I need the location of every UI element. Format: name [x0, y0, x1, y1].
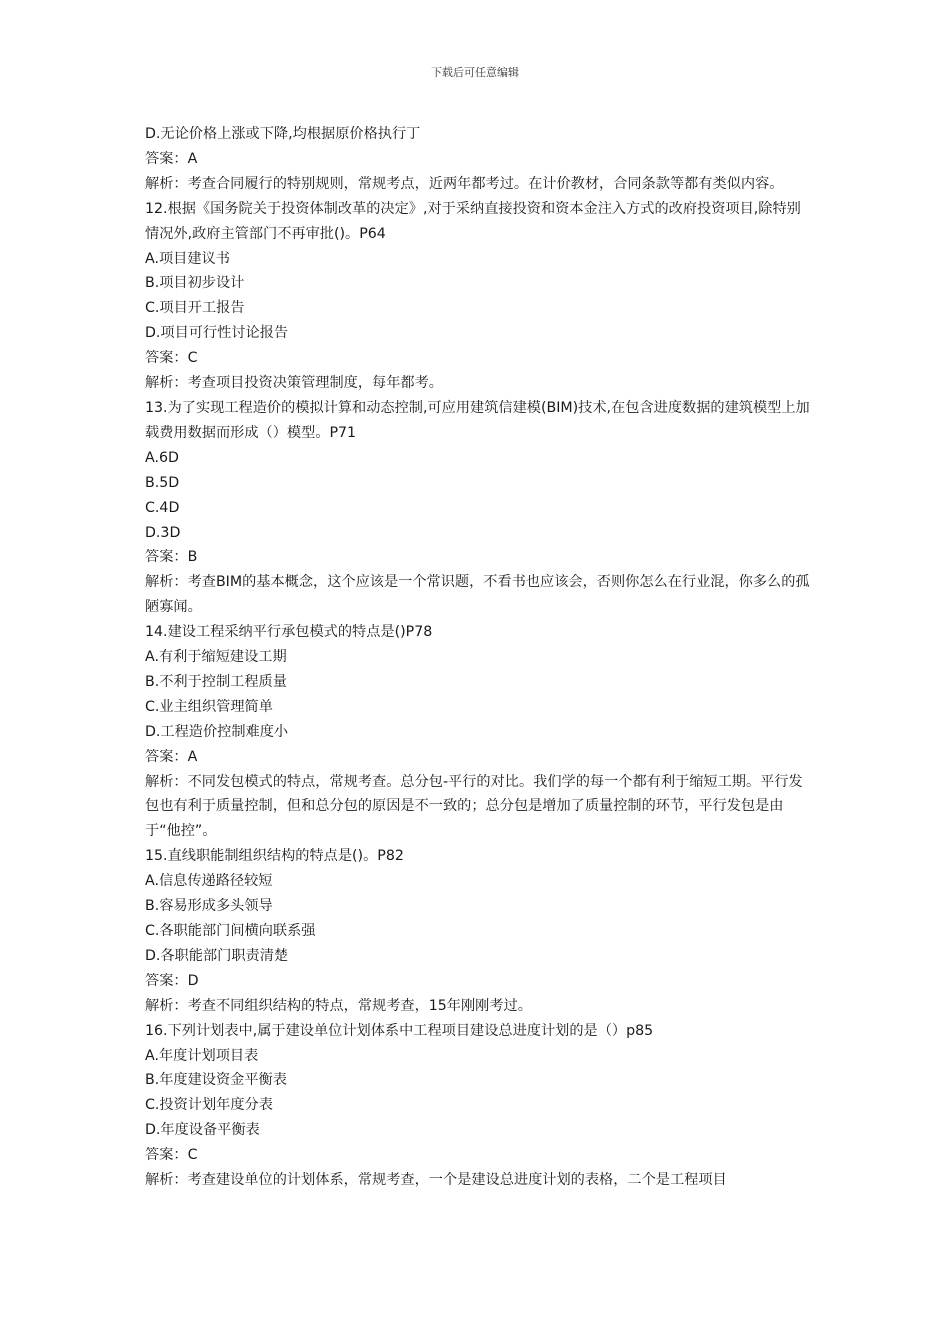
text-line: 解析：考查建设单位的计划体系，常规考查，一个是建设总进度计划的表格，二个是工程项目 [145, 1172, 727, 1189]
text-line: A.信息传递路径较短 [145, 873, 273, 890]
text-line: A.有利于缩短建设工期 [145, 649, 287, 666]
text-line: 13.为了实现工程造价的模拟计算和动态控制,可应用建筑信建模(BIM)技术,在包含进度数据的建筑模型上加载费用数据而形成（）模型。P71 [145, 399, 810, 441]
text-line: B.5D [145, 474, 180, 491]
text-line: 解析：考查BIM的基本概念，这个应该是一个常识题，不看书也应该会，否则你怎么在行业混，你多么的孤陋寡闻。 [145, 574, 810, 616]
text-line: 答案：A [145, 748, 198, 765]
text-line: 答案：C [145, 1147, 198, 1164]
text-line: 答案：B [145, 549, 198, 566]
text-line: 答案：D [145, 972, 199, 989]
text-line: B.不利于控制工程质量 [145, 673, 287, 690]
text-line: D.各职能部门职责清楚 [145, 947, 289, 964]
text-line: 解析：考查合同履行的特别规则，常规考点，近两年都考过。在计价教材，合同条款等都有类似内容。 [145, 175, 784, 192]
text-line: 14.建设工程采纳平行承包模式的特点是()P78 [145, 624, 433, 641]
text-line: C.项目开工报告 [145, 300, 245, 317]
page-content [145, 122, 815, 1193]
text-line: 解析：不同发包模式的特点，常规考查。总分包-平行的对比。我们学的每一个都有利于缩短工期。平行发包也有利于质量控制，但和总分包的原因是不一致的；总分包是增加了质量控制的环节，平行发包是由于“他控”。 [145, 773, 803, 840]
text-line: 解析：考查不同组织结构的特点，常规考查，15年刚刚考过。 [145, 997, 532, 1014]
text-line: A.6D [145, 449, 179, 466]
text-line: D.项目可行性讨论报告 [145, 325, 289, 342]
text-line: A.年度计划项目表 [145, 1047, 259, 1064]
text-line: 15.直线职能制组织结构的特点是()。P82 [145, 848, 404, 865]
text-line: C.各职能部门间横向联系强 [145, 923, 316, 939]
text-line: C.4D [145, 499, 180, 516]
text-line: D.工程造价控制难度小 [145, 723, 289, 740]
text-line: 答案：C [145, 350, 198, 367]
text-line: C.业主组织管理简单 [145, 698, 273, 715]
text-line: D.3D [145, 524, 181, 541]
text-line: B.项目初步设计 [145, 275, 245, 292]
text-line: C.投资计划年度分表 [145, 1097, 273, 1114]
text-line: B.年度建设资金平衡表 [145, 1072, 287, 1089]
text-line: A.项目建议书 [145, 250, 230, 267]
text-line: 12.根据《国务院关于投资体制改革的决定》,对于采纳直接投资和资本金注入方式的改府投资项目,除特别情况外,政府主管部门不再审批()。P64 [145, 200, 801, 242]
text-line: D.年度设备平衡表 [145, 1122, 260, 1139]
page-header: 下载后可任意编辑 [431, 66, 519, 79]
text-line: 16.下列计划表中,属于建设单位计划体系中工程项目建设总进度计划的是（）p85 [145, 1022, 654, 1039]
text-line: B.容易形成多头领导 [145, 898, 273, 915]
text-line: D.无论价格上涨或下降,均根据原价格执行丁 [145, 126, 421, 142]
text-line: 答案：A [145, 150, 198, 167]
text-line: 解析：考查项目投资决策管理制度，每年都考。 [145, 375, 443, 392]
